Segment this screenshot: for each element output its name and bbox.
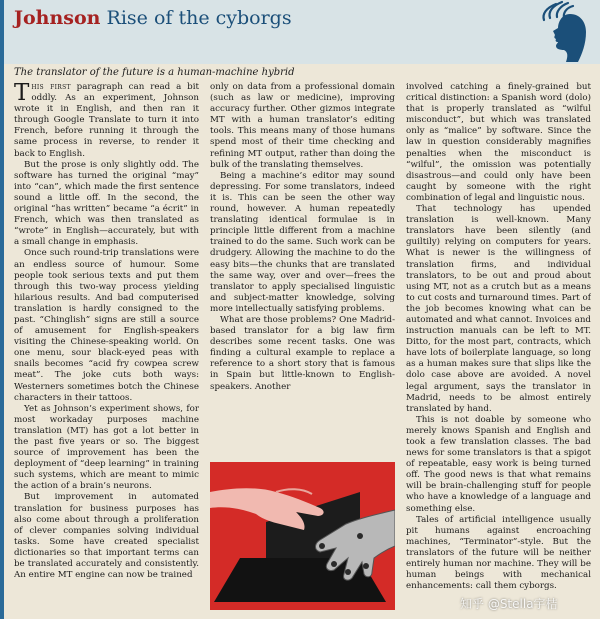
human-robot-hands-laptop-icon [210,462,395,610]
article-column-1 [14,82,199,610]
paragraph: Once such round-trip translations were an endless source of humour. Some people took serious texts and put them through this two-way process yielding hilarious results. And bad computerised translation is hardly consigned to the past. “Chinglish” signs are still a source of amusement for English-speakers visiting the Chinese-speaking world. On one menu, sour black-eyed peas with snails becomes “acid fry cowpea screw meat”. The joke cuts both ways: Westerners sometimes botch the Chinese characters in their tattoos. [14,248,199,403]
paragraph: That technology has upended translation is well-known. Many translators have been silently (and guiltily) relying on computers for years. What is newer is the willingness of translation firms, and individual translators, to be out and proud about using MT, not as a crutch but as a means to cut costs and turnaround times. Part of the job becomes knowing what can be automated and what cannot. Invoices and instruction manuals can be left to MT. Ditto, for the most part, contracts, which have lots of boilerplate language, so long as a human makes sure that slips like the dolo case above are avoided. A novel legal argument, says the translator in Madrid, needs to be almost entirely translated by hand. [406,204,591,414]
drop-cap: T [14,82,30,106]
paragraph: Yet as Johnson’s experiment shows, for most workaday purposes machine translation (MT) has got a lot better in the past five years or so. The biggest source of improvement has been the deployment of “deep learning” in training such systems, which are meant to mimic the action of a brain’s neurons. [14,403,199,492]
column-name: Johnson [14,7,101,29]
paragraph: But improvement in automated translation for business purposes has also come about through a proliferation of clever companies solving individual tasks. Some have created specialist dictionaries so that important terms can be translated accurately and consistently. An entire MT engine can now be trained [14,492,199,581]
paragraph: involved catching a finely-grained but critical distinction: a Spanish word (dolo) that is properly translated as “wilful misconduct”, but which was translated only as “malice” by software. Since the law in question considerably magnifies penalties when the misconduct is “wilful”, the omission was potentially disastrous—and could only have been caught by someone with the right combination of legal and linguistic nous. [406,82,591,203]
article-deck: The translator of the future is a human-machine hybrid [14,67,295,78]
paragraph: Tales of artificial intelligence usually pit humans against encroaching machines, “Terminator”-style. But the translators of the future will be neither entirely human nor machine. They will be human beings with mechanical enhancements: call them cyborgs. [406,514,591,592]
paragraph: But the prose is only slightly odd. The software has turned the original “may” into “can”, which made the first sentence sound a little off. In the second, the original “has written” became “a écrit” in French, which was then translated as “wrote” in English—accurately, but with a small change in emphasis. [14,159,199,248]
watermark: 知乎 @Stella宇桔 [460,597,558,611]
column-header [4,0,600,64]
paragraph: What are those problems? One Madrid-based translator for a big law firm describes some recent tasks. One was finding a cultural example to replace a reference to a short story that is famous in Spain but little-known to English-speakers. Another [210,314,395,392]
article-column-2 [210,82,395,454]
article-column-3 [406,82,591,608]
paragraph: Being a machine’s editor may sound depressing. For some translators, indeed it is. This can be seen the other way round, however. A human repeatedly translating identical formulae is in principle little different from a machine trained to do the same. Such work can be drudgery. Allowing the machine to do the easy bits—the chunks that are translated the same way, over and over—frees the translator to apply specialised linguistic and subject-matter knowledge, solving more intellectually satisfying problems. [210,170,395,314]
page-title [14,6,292,30]
lead-in-smallcaps: his first [31,82,71,92]
paragraph-text: paragraph can read a bit oddly. As an experiment, Johnson wrote it in English, and then ran it through Google Translate to turn it into French, before running it through the same process in reverse, to render it back to English. [14,82,199,159]
paragraph: This is not doable by someone who merely knows Spanish and English and took a few translation classes. The bad news for some translators is that a spigot of repeatable, easy work is being turned off. The good news is that what remains will be brain-challenging stuff for people who have a knowledge of a language and something else. [406,414,591,514]
paragraph [14,82,199,160]
article-headline: Rise of the cyborgs [106,7,292,29]
profile-silhouette-icon [526,0,592,62]
paragraph: only on data from a professional domain (such as law or medicine), improving accuracy further. Other gizmos integrate MT with a human translator’s editing tools. This means many of those humans spend most of their time checking and refining MT output, rather than doing the bulk of the translating themselves. [210,82,395,170]
